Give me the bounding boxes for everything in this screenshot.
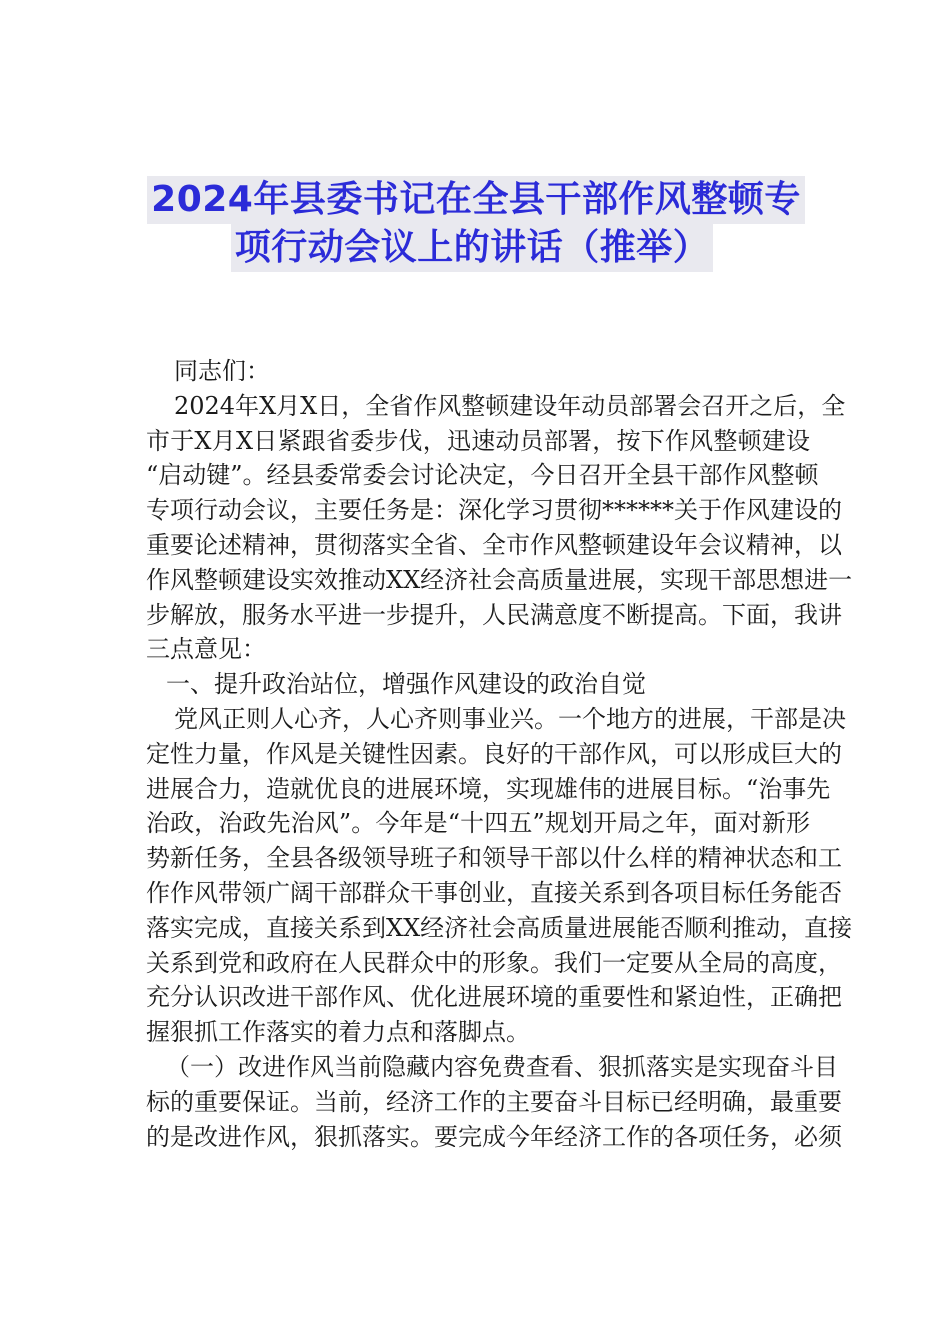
section-heading-line: 一、提升政治站位，增强作风建设的政治自觉	[166, 670, 646, 699]
title-line-2: 项行动会议上的讲话（推举）	[231, 224, 714, 272]
paragraph-line: 定性力量，作风是关键性因素。良好的干部作风，可以形成巨大的	[146, 739, 842, 768]
paragraph-line: 三点意见：	[146, 635, 266, 664]
document-body	[146, 354, 853, 1154]
paragraph-line: 党风正则人心齐，人心齐则事业兴。一个地方的进展，干部是决	[174, 704, 846, 733]
paragraph-line: 同志们：	[174, 357, 270, 385]
paragraph-line: 握狠抓工作落实的着力点和落脚点。	[146, 1018, 530, 1047]
paragraph-line: 落实完成，直接关系到XX经济社会高质量进展能否顺利推动，直接	[146, 913, 853, 942]
paragraph-line: 重要论述精神，贯彻落实全省、全市作风整顿建设年会议精神，以	[146, 530, 842, 559]
paragraph-line: 专项行动会议，主要任务是：深化学习贯彻******关于作风建设的	[146, 496, 842, 525]
paragraph	[146, 389, 853, 667]
paragraph-line: 充分认识改进干部作风、优化进展环境的重要性和紧迫性，正确把	[146, 983, 842, 1012]
paragraph-line: 势新任务，全县各级领导班子和领导干部以什么样的精神状态和工	[146, 844, 842, 873]
paragraph	[146, 702, 853, 1050]
paragraph-line: （一）改进作风当前隐藏内容免费查看、狠抓落实是实现奋斗目	[166, 1052, 838, 1081]
paragraph-line: 作风整顿建设实效推动XX经济社会高质量进展，实现干部思想进一	[146, 565, 853, 594]
paragraph-line: 治政，治政先治风”。今年是“十四五”规划开局之年，面对新形	[146, 809, 810, 838]
paragraph-line: 2024年X月X日，全省作风整顿建设年动员部署会召开之后，全	[174, 391, 846, 420]
paragraph-line: 步解放，服务水平进一步提升，人民满意度不断提高。下面，我讲	[146, 600, 842, 629]
paragraph-line: 市于X月X日紧跟省委步伐，迅速动员部署，按下作风整顿建设	[146, 426, 810, 455]
paragraph-line: 的是改进作风，狠抓落实。要完成今年经济工作的各项任务，必须	[146, 1122, 842, 1151]
paragraph	[146, 1050, 842, 1154]
paragraph-line: 关系到党和政府在人民群众中的形象。我们一定要从全局的高度，	[146, 948, 842, 977]
title-line-1: 2024年县委书记在全县干部作风整顿专	[147, 176, 805, 224]
section-heading	[146, 667, 810, 702]
document-title	[0, 176, 950, 272]
paragraph-line: 进展合力，造就优良的进展环境，实现雄伟的进展目标。“治事先	[146, 774, 831, 803]
paragraph-line: 作作风带领广阔干部群众干事创业，直接关系到各项目标任务能否	[146, 878, 842, 907]
salutation	[146, 354, 810, 389]
paragraph-line: “启动键”。经县委常委会讨论决定，今日召开全县干部作风整顿	[146, 461, 819, 490]
paragraph-line: 标的重要保证。当前，经济工作的主要奋斗目标已经明确，最重要	[146, 1087, 842, 1116]
